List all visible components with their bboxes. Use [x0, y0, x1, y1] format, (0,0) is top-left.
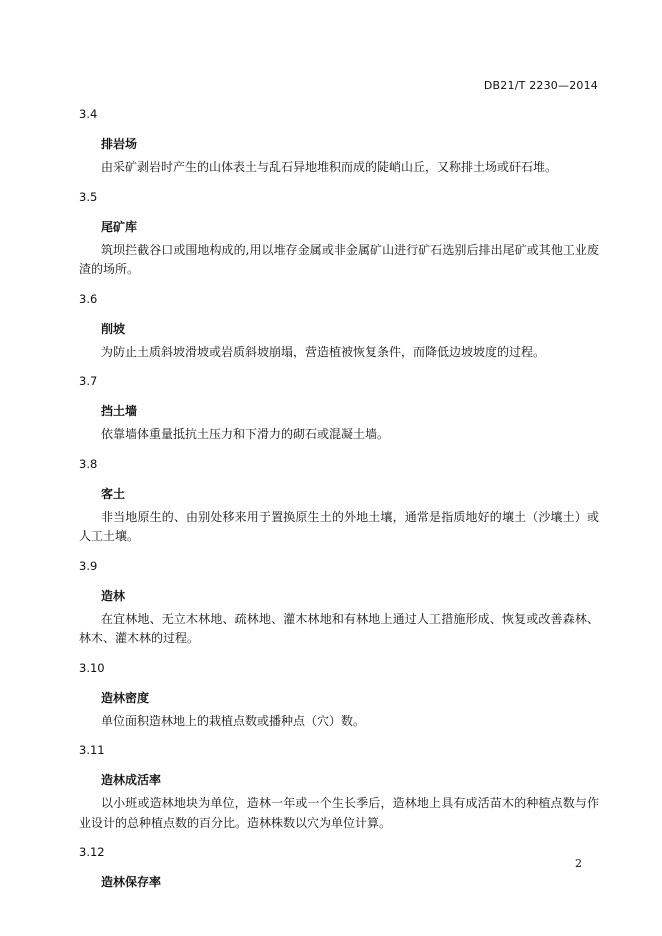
term-entry	[79, 105, 599, 178]
document-code: DB21/T 2230—2014	[483, 79, 598, 92]
term-entry	[79, 741, 599, 833]
term-number: 3.11	[79, 743, 105, 757]
term-title: 削坡	[101, 321, 126, 336]
term-entry	[79, 557, 599, 649]
term-title: 造林保存率	[101, 875, 162, 889]
term-definition: 以小班或造林地块为单位，造林一年或一个生长季后，造林地上具有成活苗木的种植点数与作业设计的总种植点数的百分比。造林株数以穴为单位计算。	[79, 796, 599, 830]
term-title: 造林成活率	[101, 773, 162, 787]
term-title: 造林密度	[101, 690, 150, 705]
term-number: 3.10	[79, 660, 105, 675]
term-entry	[79, 455, 599, 547]
page-number: 2	[575, 857, 582, 870]
term-number: 3.7	[79, 374, 98, 388]
term-number: 3.12	[79, 845, 105, 859]
term-number: 3.9	[79, 558, 98, 573]
term-number: 3.8	[79, 456, 98, 471]
term-definition: 由采矿剥岩时产生的山体表土与乱石异地堆积而成的陡峭山丘，又称排土场或矸石堆。	[101, 160, 558, 174]
term-entry	[79, 290, 599, 363]
term-definition: 依靠墙体重量抵抗土压力和下滑力的砌石或混凝土墙。	[101, 427, 390, 441]
term-title: 排岩场	[101, 137, 138, 151]
term-entry	[79, 372, 599, 445]
term-number: 3.5	[79, 189, 98, 204]
term-title: 挡土墙	[101, 404, 138, 418]
term-definition: 在宜林地、无立木林地、疏林地、灌木林地和有林地上通过人工措施形成、恢复或改善森林、林木、灌木林的过程。	[79, 611, 599, 645]
term-definition: 非当地原生的、由别处移来用于置换原生土的外地土壤，通常是指质地好的壤土（沙壤土）或人工土壤。	[79, 509, 599, 543]
term-entry	[79, 188, 599, 280]
term-title: 造林	[101, 588, 126, 603]
term-entry	[79, 843, 599, 892]
term-definition: 为防止土质斜坡滑坡或岩质斜坡崩塌，营造植被恢复条件，而降低边坡坡度的过程。	[101, 344, 546, 359]
term-definition: 筑坝拦截谷口或围地构成的,用以堆存金属或非金属矿山进行矿石选别后排出尾矿或其他工业废渣的场所。	[79, 242, 599, 276]
term-entry	[79, 659, 599, 732]
term-definition: 单位面积造林地上的栽植点数或播种点（穴）数。	[101, 713, 366, 728]
term-title: 尾矿库	[101, 219, 138, 234]
term-title: 客土	[101, 486, 126, 501]
term-number: 3.6	[79, 291, 98, 306]
term-number: 3.4	[79, 107, 98, 121]
terms-list	[79, 104, 599, 892]
